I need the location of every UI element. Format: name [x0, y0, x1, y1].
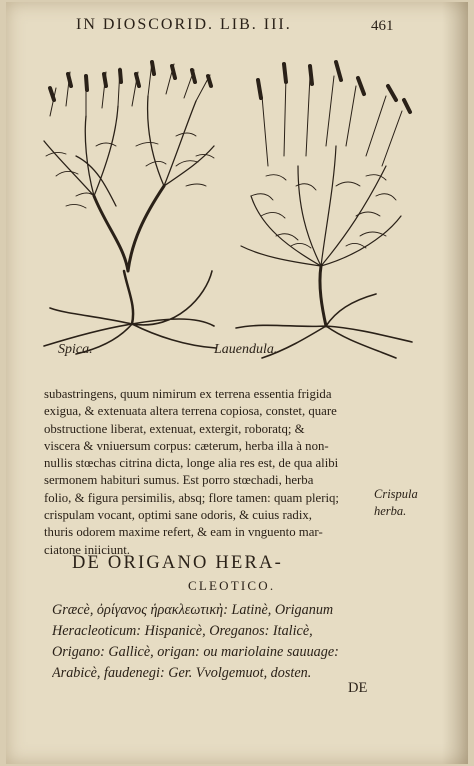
- text-line: ciatone iniiciunt.: [44, 542, 130, 557]
- marginal-note-line: herba.: [374, 504, 407, 518]
- text-line: thuris odorem maxime refert, & eam in vnguento mar-: [44, 525, 323, 540]
- text-line: subastringens, quum nimirum ex terrena essentia frigida: [44, 387, 332, 401]
- running-head: IN DIOSCORID. LIB. III.: [76, 16, 292, 33]
- synonym-line: Origano: Gallicè, origan: ou mariolaine sauuage:: [52, 644, 339, 660]
- page-header: [6, 16, 468, 40]
- text-line: nullis stœchas citrina dicta, longe alia res est, de qua alibi: [44, 456, 339, 471]
- marginal-note: [374, 486, 434, 520]
- marginal-note-line: Crispula: [374, 487, 418, 501]
- page-number: 461: [371, 18, 394, 34]
- lauendula-caption: Lauendula.: [214, 342, 278, 357]
- text-line: sermonem habituri sumus. Est porro stœchadi, herba: [44, 473, 314, 488]
- catchword: DE: [348, 680, 368, 696]
- woodcut-plates: [36, 46, 416, 364]
- text-line: folio, & figura persimilis, absq; flore tamen: quam pleriq;: [44, 490, 339, 505]
- text-line: crispulam vocant, optimi sane odoris, & cuius radix,: [44, 508, 312, 523]
- synonym-line: Arabicè, faudenegi: Ger. Vvolgemuot, dosten.: [52, 665, 312, 681]
- body-paragraph: [44, 386, 374, 559]
- book-page: [6, 2, 468, 764]
- spica-caption: Spica.: [58, 342, 93, 357]
- lauendula-woodcut: [236, 62, 412, 358]
- synonym-line: Heracleoticum: Hispanicè, Oreganos: Italicè,: [52, 623, 313, 639]
- section-heading: DE ORIGANO HERA-: [72, 553, 283, 573]
- spica-woodcut: [44, 62, 216, 354]
- text-line: viscera & vniuersum corpus: cæterum, herba illa à non-: [44, 438, 329, 453]
- synonym-line: Græcè, ὀρίγανος ἡρακλεωτικὴ: Latinè, Origanum: [52, 602, 334, 618]
- text-line: obstructione liberat, extenuat, extergit, roboratq; &: [44, 421, 305, 436]
- woodcut-illustrations: [36, 46, 416, 364]
- synonyms-paragraph: [52, 600, 382, 684]
- section-heading-continuation: CLEOTICO.: [188, 578, 276, 593]
- text-line: exigua, & extenuata altera terrena copiosa, constet, quare: [44, 404, 337, 419]
